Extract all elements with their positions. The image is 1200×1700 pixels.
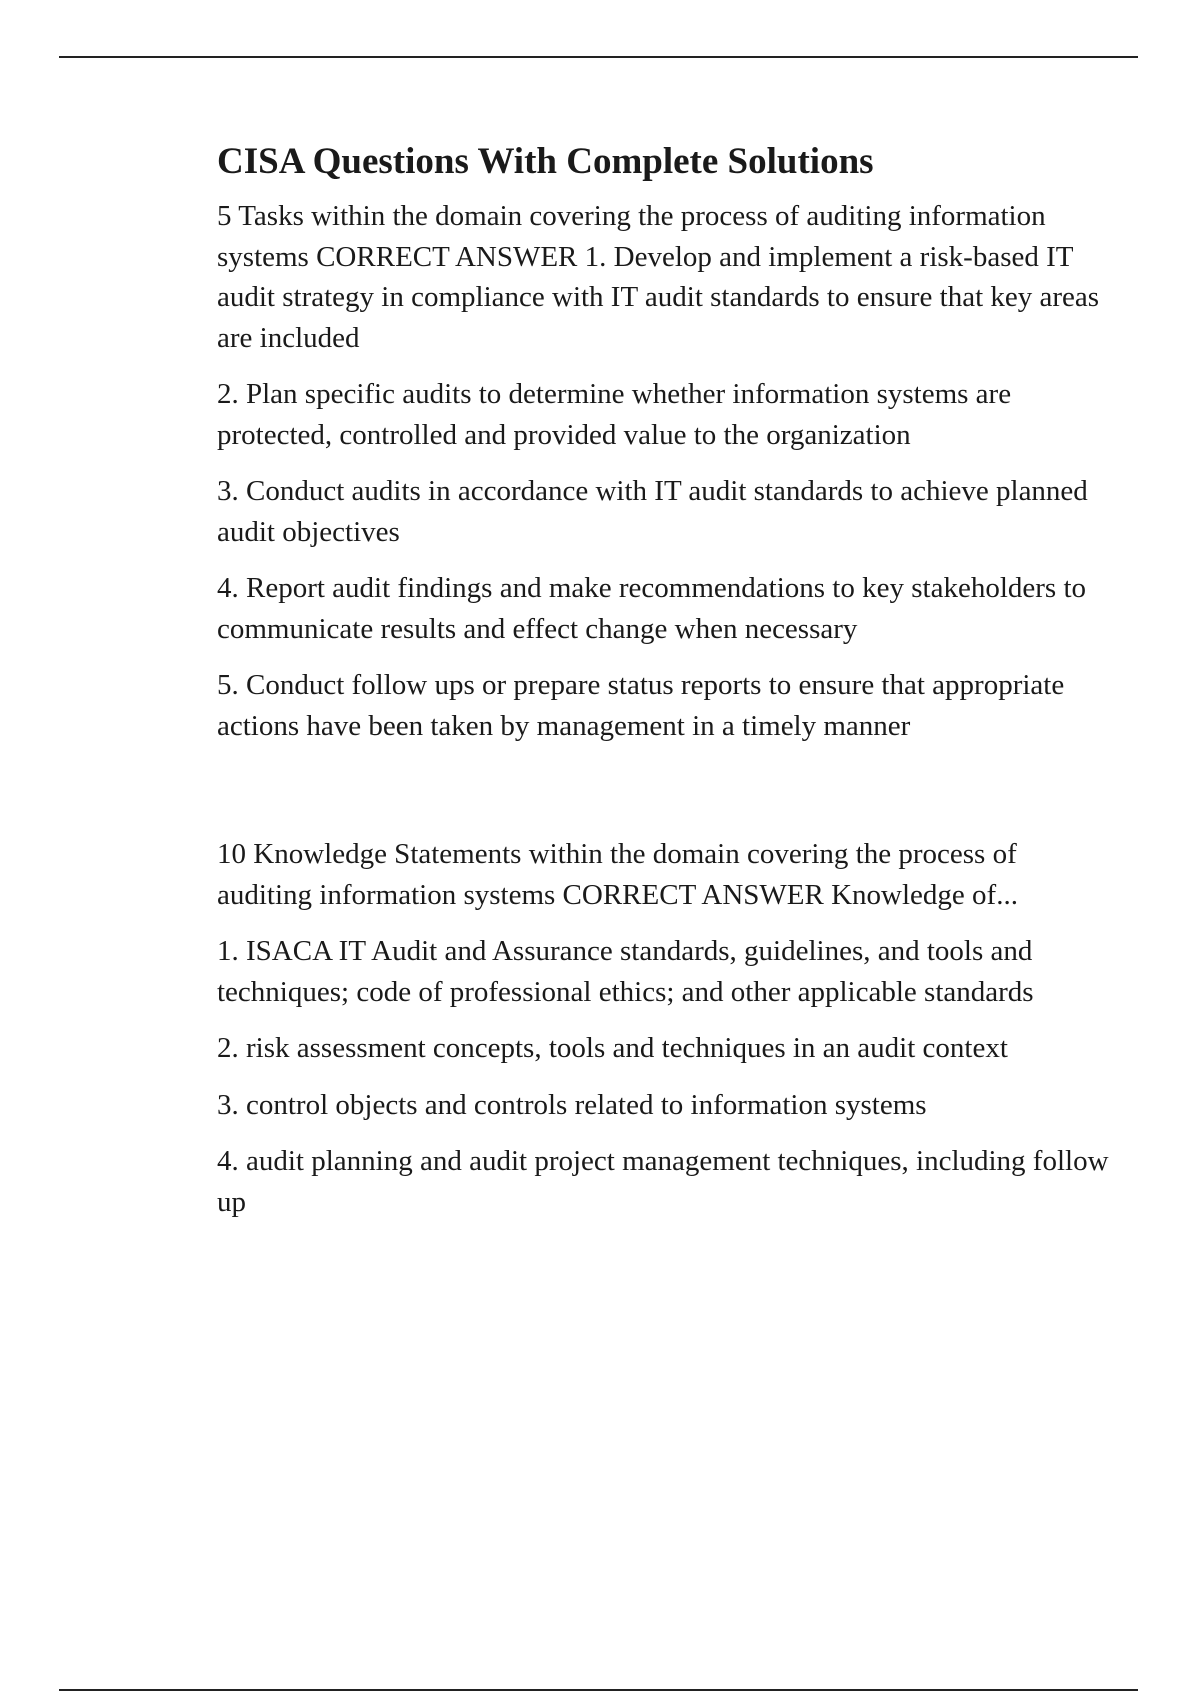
section-spacer [217,762,1117,834]
header-rule [59,56,1138,58]
paragraph: 3. control objects and controls related to information systems [217,1088,927,1121]
document-body [217,140,1117,1238]
document-title: CISA Questions With Complete Solutions [217,141,874,182]
paragraph: 3. Conduct audits in accordance with IT audit standards to achieve planned audit objectives [217,475,1088,548]
paragraph: 2. Plan specific audits to determine whether information systems are protected, controlled and provided value to the organization [217,378,1012,451]
paragraph: 2. risk assessment concepts, tools and techniques in an audit context [217,1032,1008,1064]
paragraph: 1. ISACA IT Audit and Assurance standards, guidelines, and tools and techniques; code of professional ethics; and other applicable standards [217,935,1034,1008]
footer-rule [59,1689,1138,1691]
paragraph: 4. Report audit findings and make recommendations to key stakeholders to communicate results and effect change when necessary [217,572,1086,645]
paragraph: 10 Knowledge Statements within the domain covering the process of auditing information systems CORRECT ANSWER Knowledge of... [217,838,1018,911]
paragraph: 5. Conduct follow ups or prepare status reports to ensure that appropriate actions have been taken by management in a timely manner [217,669,1065,742]
paragraph: 4. audit planning and audit project management techniques, including follow up [217,1145,1109,1218]
paragraph: 5 Tasks within the domain covering the process of auditing information systems CORRECT ANSWER 1. Develop and implement a risk-based IT audit strategy in compliance with IT audit standards to ensure that key areas are included [217,200,1100,354]
